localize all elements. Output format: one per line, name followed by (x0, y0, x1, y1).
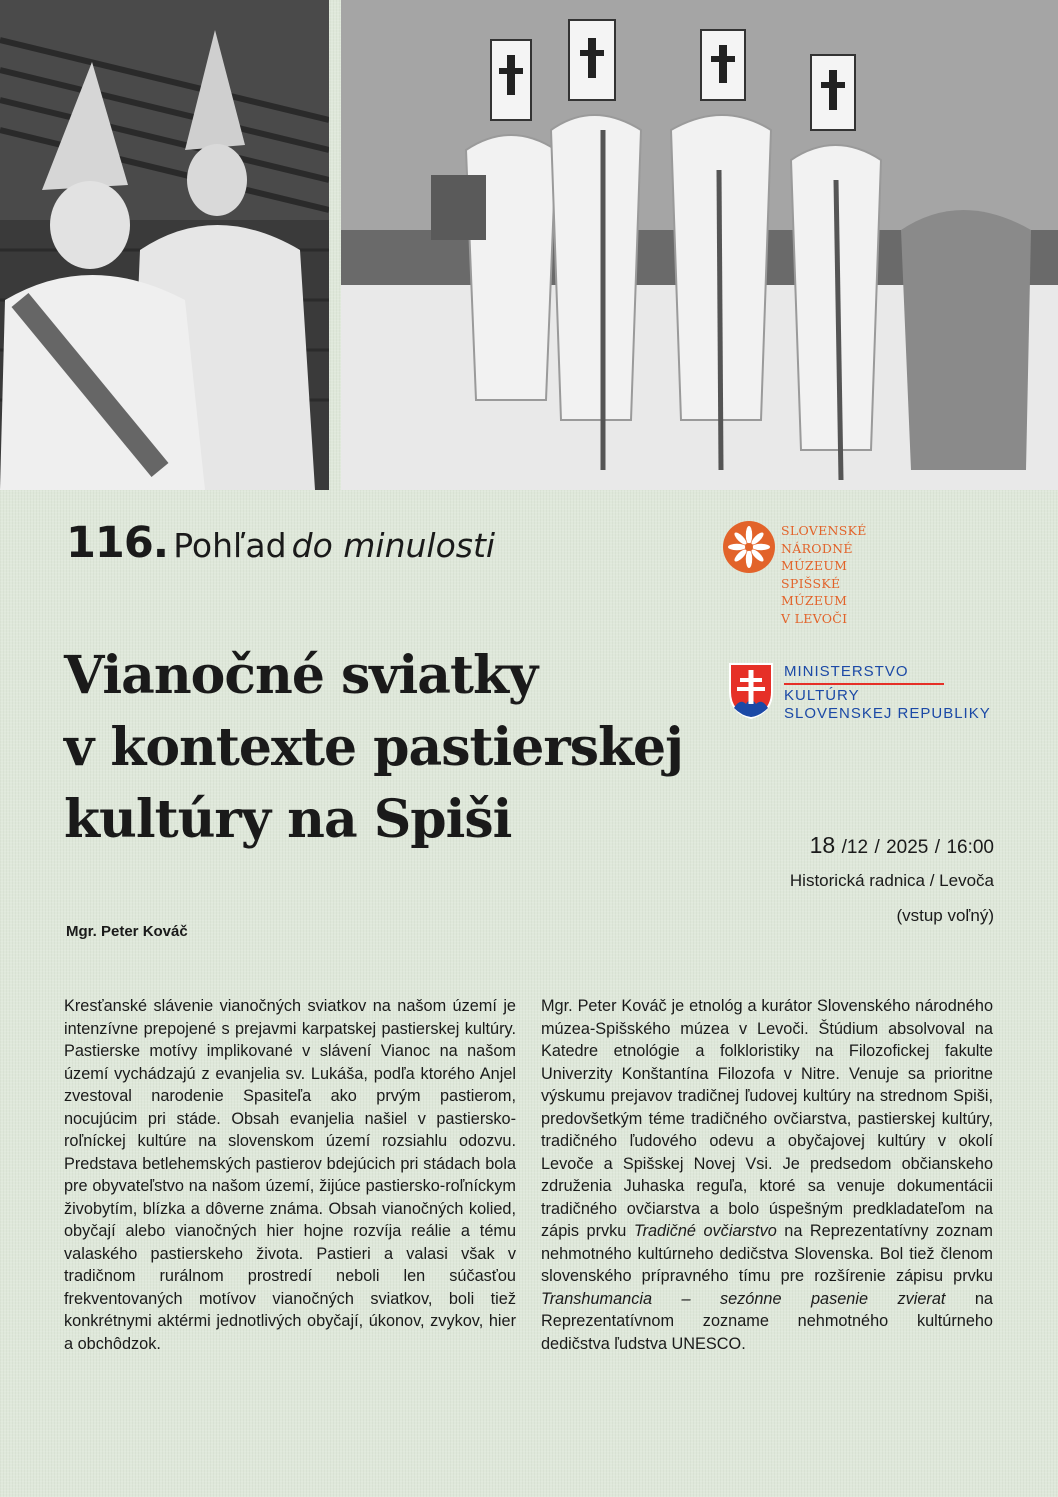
ministry-logo-line: MINISTERSTVO (784, 663, 909, 680)
abstract-column (64, 995, 516, 1355)
museum-logo (722, 520, 922, 628)
photo-two-boys (0, 0, 329, 490)
museum-logo-line: SLOVENSKÉ (781, 523, 867, 538)
photo-carolers-in-snow (341, 0, 1058, 490)
ministry-logo-line: KULTÚRY (784, 687, 860, 704)
author-name: Mgr. Peter Kováč (66, 923, 188, 940)
event-location: Historická radnica / Levoča (789, 871, 994, 890)
photo-carolers-image (341, 0, 1058, 490)
series-name-italic: do minulosti (291, 526, 496, 565)
ministry-logo-line: SLOVENSKEJ REPUBLIKY (784, 705, 991, 722)
lecture-title-line: kultúry na Spiši (64, 789, 512, 850)
bio-text-part: Mgr. Peter Kováč je etnológ a kurátor Slovenského národného múzea-Spišského múzea v Levoči. Štúdium absolvoval na Katedre etnológie a folkloristiky na Filozofickej fakulte Univerzity Konštantína Filozofa v Nitre. Venuje sa prioritne výskumu prejavov tradičnej ľudovej kultúry na strednom Spiši, predovšetkým téme tradičného ovčiarstva, pastierskej kultúry, tradičného ľudového odevu a obyčajovej kultúry v okolí Levoče a Spišskej Novej Vsi. Je predsedom občianskeho združenia Juhaska reguľa, ktoré sa venuje dokumentácii tradičného ovčiarstva a bolo úspešným predkladateľom na zápis prvku (541, 997, 993, 1240)
event-day: 18 (809, 832, 836, 858)
museum-logo-line: V LEVOČI (781, 610, 848, 626)
series-name: Pohľad (173, 526, 287, 565)
lecture-title-line: v kontexte pastierskej (64, 717, 683, 778)
event-month: 12 (846, 837, 869, 858)
series-number: 116. (66, 518, 169, 568)
date-separator: / (874, 837, 880, 858)
ministry-logo-text (784, 663, 991, 723)
date-separator: / (841, 837, 847, 858)
event-year: 2025 (886, 837, 929, 858)
bio-emphasis: Transhumancia – sezónne pasenie zvierat (541, 1289, 946, 1308)
museum-logo-line: NÁRODNÉ (781, 540, 853, 556)
bio-emphasis: Tradičné ovčiarstvo (633, 1222, 777, 1240)
museum-logo-emblem-icon (722, 520, 776, 574)
lecture-title-line: Vianočné sviatky (64, 645, 538, 706)
event-datetime (790, 830, 994, 863)
museum-logo-line: MÚZEUM (781, 558, 848, 573)
author-bio-column (541, 995, 993, 1355)
author-bio-text (541, 995, 993, 1355)
slovak-coat-of-arms-icon (728, 662, 774, 720)
bio-text-part: na Reprezentatívny zoznam nehmotného kultúrneho dedičstva Slovenska. Bol tiež členom slovenského prípravného tímu pre rozšírenie zápisu prvku (541, 1222, 993, 1285)
date-separator: / (934, 837, 941, 858)
lecture-title (64, 640, 704, 856)
event-time: 16:00 (946, 837, 994, 858)
museum-logo-line: SPIŠSKÉ (781, 575, 841, 591)
event-entry: (vstup voľný) (896, 906, 994, 925)
bio-text-part: na Reprezentatívnom zozname nehmotného kultúrneho dedičstva ľudstva UNESCO. (541, 1289, 993, 1353)
museum-logo-text (781, 522, 867, 627)
event-details (790, 830, 994, 933)
abstract-text: Kresťanské slávenie vianočných sviatkov na našom území je intenzívne prepojené s prejavmi karpatskej pastierskej kultúry. Pastierske motívy implikované v slávení Vianoc na našom území vychádzajú z evanjelia sv. Lukáša, podľa ktorého Anjel zvestoval narodenie Spasiteľa ako prvým pastierom, nocujúcim pri stáde. Obsah evanjelia našiel v pastiersko-roľníckej kultúre na slovenskom území rozsiahlu odozvu. Predstava betlehemských pastierov bdejúcich pri stádach bola pre obyvateľstvo na našom území, žijúce pastiersko-roľníckym živobytím, blízka a dôverne známa. Obsah vianočných kolied, obyčají alebo vianočných hier hojne rozvíja reálie a tému valaského pastierskeho života. Pastieri a valasi však v tradičnom rurálnom prostredí neboli len súčasťou frekventovaných motívov vianočných sviatkov, boli tiež konkrétnymi aktérmi jednotlivých obyčají, úkonov, zvykov, hier a obchôdzok. (64, 997, 516, 1353)
photo-two-boys-image (0, 0, 329, 490)
museum-logo-line: MÚZEUM (781, 593, 848, 608)
ministry-logo (728, 662, 998, 724)
series-heading (66, 518, 495, 568)
